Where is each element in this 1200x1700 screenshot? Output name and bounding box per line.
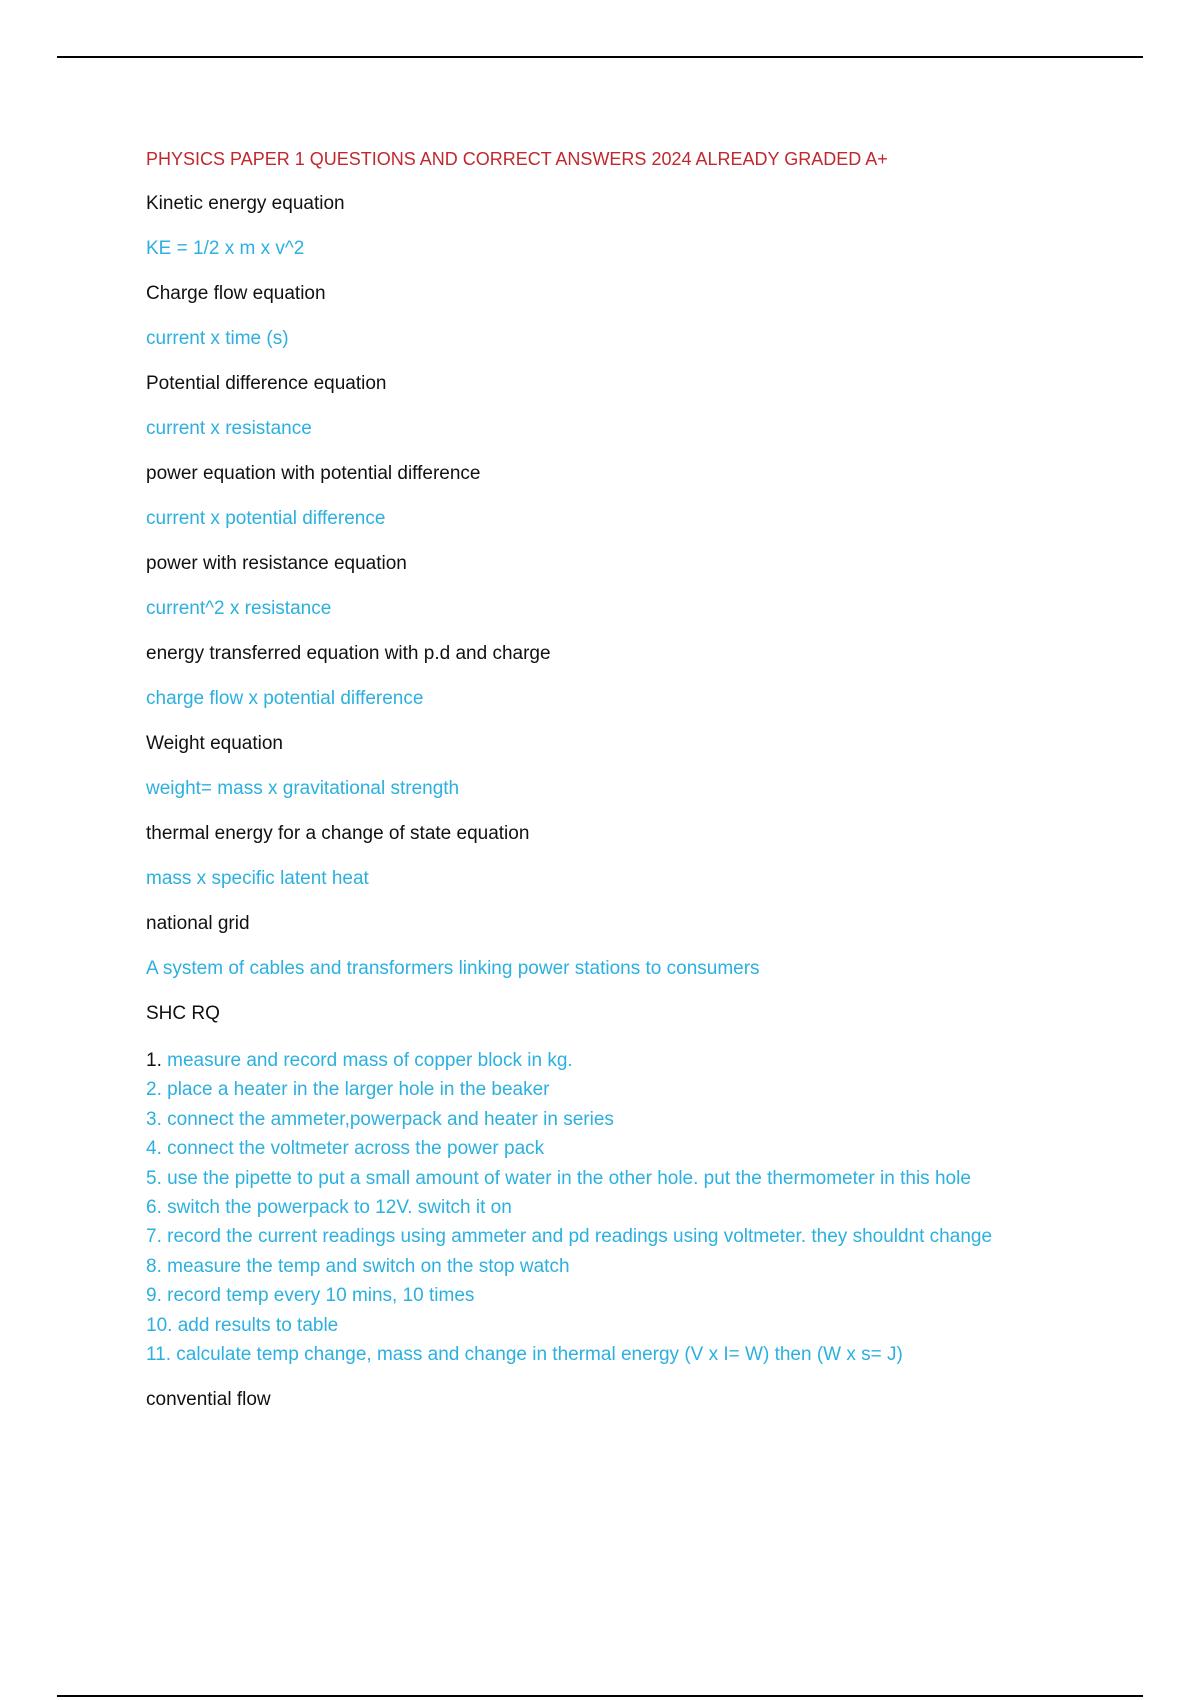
step-number: 11. [146, 1344, 172, 1366]
qa-item [146, 281, 1146, 352]
question-text: Charge flow equation [146, 283, 326, 304]
step-number: 5. [146, 1167, 162, 1189]
answer-text: current x resistance [146, 418, 312, 439]
step-item [146, 1105, 1146, 1134]
answer-text: weight= mass x gravitational strength [146, 778, 460, 799]
step-item [146, 1311, 1146, 1340]
qa-item [146, 641, 1146, 712]
top-rule [57, 56, 1143, 58]
question-text: Weight equation [146, 733, 283, 754]
bottom-rule [57, 1695, 1143, 1697]
answer-text: current^2 x resistance [146, 598, 332, 619]
step-text: place a heater in the larger hole in the beaker [161, 1079, 550, 1101]
step-item [146, 1340, 1146, 1369]
step-number: 1. [146, 1050, 162, 1071]
answer-text: mass x specific latent heat [146, 868, 369, 889]
answer-text: KE = 1/2 x m x v^2 [146, 238, 305, 259]
step-item [146, 1222, 1146, 1251]
step-text: connect the voltmeter across the power pack [161, 1138, 545, 1160]
question-text: Kinetic energy equation [146, 193, 345, 214]
question-text: power with resistance equation [146, 553, 407, 574]
answer-text: current x time (s) [146, 328, 289, 349]
step-text: connect the ammeter,powerpack and heater in series [161, 1108, 614, 1130]
step-number: 7. [146, 1226, 162, 1248]
document-body [146, 146, 1146, 1432]
question-text: national grid [146, 913, 250, 934]
step-item [146, 1075, 1146, 1104]
step-text: measure the temp and switch on the stop watch [161, 1255, 570, 1277]
step-text: measure and record mass of copper block in kg. [161, 1050, 573, 1071]
step-number: 4. [146, 1138, 162, 1160]
shc-practical [146, 1001, 1146, 1369]
step-text: record temp every 10 mins, 10 times [161, 1285, 475, 1307]
step-number: 9. [146, 1285, 162, 1307]
question-text: thermal energy for a change of state equation [146, 823, 530, 844]
step-text: use the pipette to put a small amount of water in the other hole. put the thermometer in this hole [161, 1167, 971, 1189]
qa-item [146, 551, 1146, 622]
step-text: add results to table [172, 1314, 339, 1336]
qa-item [146, 191, 1146, 262]
step-item [146, 1134, 1146, 1163]
step-item [146, 1252, 1146, 1281]
answer-text: current x potential difference [146, 508, 386, 529]
question-text: power equation with potential difference [146, 463, 481, 484]
step-number: 2. [146, 1079, 162, 1101]
qa-item [146, 371, 1146, 442]
step-number: 10. [146, 1314, 173, 1336]
step-text: switch the powerpack to 12V. switch it on [161, 1197, 512, 1219]
step-item [146, 1193, 1146, 1222]
step-item [146, 1046, 1146, 1075]
answer-text: charge flow x potential difference [146, 688, 424, 709]
qa-item [146, 821, 1146, 892]
qa-item [146, 731, 1146, 802]
document-title: PHYSICS PAPER 1 QUESTIONS AND CORRECT ANSWERS 2024 ALREADY GRADED A+ [146, 149, 888, 169]
question-text: Potential difference equation [146, 373, 387, 394]
qa-item [146, 461, 1146, 532]
qa-item [146, 911, 1146, 982]
step-number: 6. [146, 1197, 162, 1219]
step-number: 8. [146, 1255, 162, 1277]
step-number: 3. [146, 1108, 162, 1130]
step-text: calculate temp change, mass and change in thermal energy (V x I= W) then (W x s= J) [171, 1344, 903, 1366]
step-item [146, 1164, 1146, 1193]
question-text: convential flow [146, 1389, 271, 1411]
step-item [146, 1281, 1146, 1310]
shc-step-list [146, 1046, 1146, 1369]
answer-text: A system of cables and transformers linking power stations to consumers [146, 958, 760, 979]
question-text: SHC RQ [146, 1003, 220, 1024]
step-text: record the current readings using ammeter and pd readings using voltmeter. they shouldnt change [161, 1226, 993, 1248]
question-text: energy transferred equation with p.d and charge [146, 643, 551, 664]
